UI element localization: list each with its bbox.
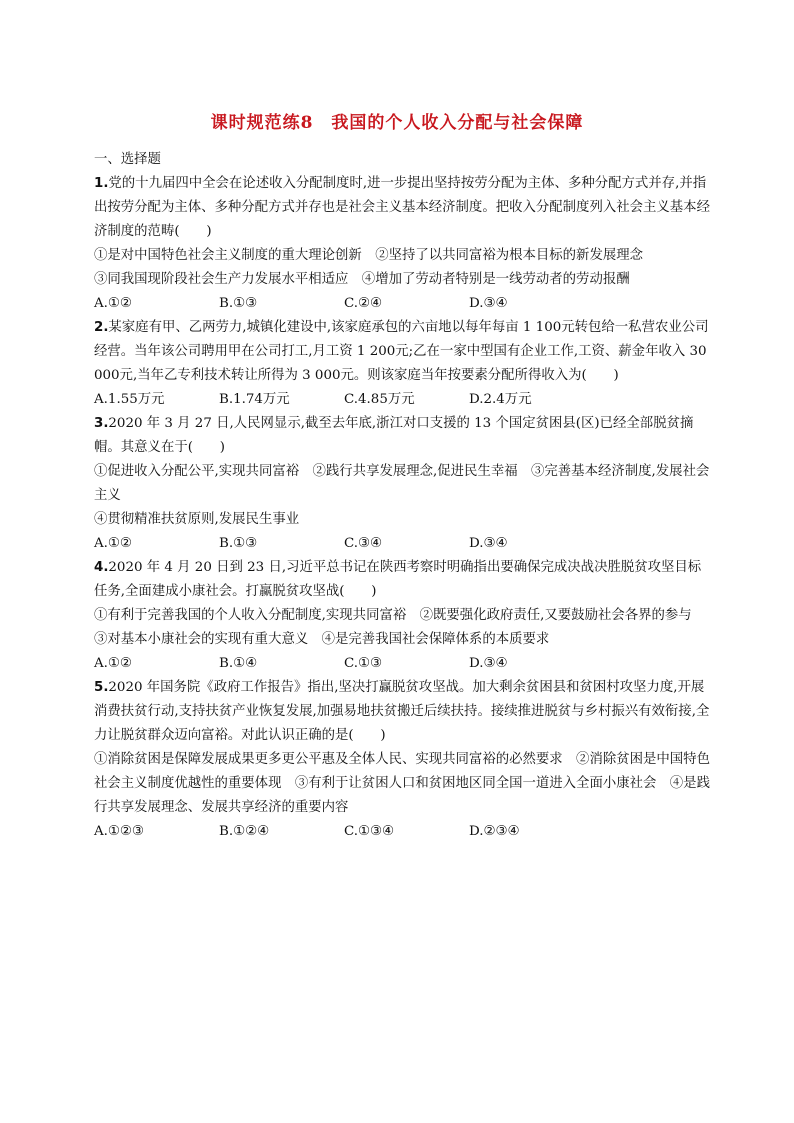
question-statement: ④贯彻精准扶贫原则,发展民生事业: [94, 512, 300, 527]
answer-option: C.①③④: [344, 824, 395, 839]
question-statement: ①促进收入分配公平,实现共同富裕 ②践行共享发展理念,促进民生幸福 ③完善基本经济制度,发展社会主义: [94, 464, 710, 503]
question-statement: ①消除贫困是保障发展成果更多更公平惠及全体人民、实现共同富裕的必然要求 ②消除贫困是中国特色社会主义制度优越性的重要体现 ③有利于让贫困人口和贫困地区同全国一道进入全面小康社会 ④是践行共享发展理念、发展共享经济的重要内容: [94, 752, 710, 815]
answer-option: D.2.4万元: [469, 392, 532, 407]
document-body: [94, 148, 714, 844]
question-number: 3.: [94, 416, 109, 431]
question-stem-text: 2020 年 3 月 27 日,人民网显示,截至去年底,浙江对口支援的 13 个国定贫困县(区)已经全部脱贫摘帽。其意义在于( ): [94, 416, 694, 455]
answer-option: C.①③: [344, 656, 383, 671]
question-stem-text: 2020 年 4 月 20 日到 23 日,习近平总书记在陕西考察时明确指出要确保完成决战决胜脱贫攻坚目标任务,全面建成小康社会。打赢脱贫攻坚战( ): [94, 560, 702, 599]
question-stem-text: 2020 年国务院《政府工作报告》指出,坚决打赢脱贫攻坚战。加大剩余贫困县和贫困村攻坚力度,开展消费扶贫行动,支持扶贫产业恢复发展,加强易地扶贫搬迁后续扶持。接续推进脱贫与乡村振兴有效衔接,全力让脱贫群众迈向富裕。对此认识正确的是( ): [94, 680, 710, 743]
answer-option: C.②④: [344, 296, 383, 311]
page-title: 课时规范练8 我国的个人收入分配与社会保障: [210, 113, 584, 133]
answer-option: B.①④: [219, 656, 258, 671]
answer-options: [94, 820, 714, 844]
answer-option: B.①②④: [219, 824, 270, 839]
question-stem-text: 党的十九届四中全会在论述收入分配制度时,进一步提出坚持按劳分配为主体、多种分配方式并存,并指出按劳分配为主体、多种分配方式并存也是社会主义基本经济制度。把收入分配制度列入社会主义基本经济制度的范畴( ): [94, 176, 710, 239]
answer-option: C.4.85万元: [344, 392, 415, 407]
question-block: [94, 676, 714, 844]
answer-options: [94, 532, 714, 556]
question-number: 2.: [94, 320, 109, 335]
answer-option: D.③④: [469, 536, 508, 551]
answer-option: B.①③: [219, 296, 258, 311]
question-number: 1.: [94, 176, 109, 191]
answer-option: D.③④: [469, 656, 508, 671]
question-stem: [94, 172, 714, 244]
answer-option: D.③④: [469, 296, 508, 311]
answer-option: B.1.74万元: [219, 392, 290, 407]
question-stem: [94, 556, 714, 604]
section-label: 一、选择题: [94, 152, 161, 167]
answer-option: C.③④: [344, 536, 383, 551]
answer-options: [94, 292, 714, 316]
question-block: [94, 316, 714, 412]
answer-option: B.①③: [219, 536, 258, 551]
question-stem-text: 某家庭有甲、乙两劳力,城镇化建设中,该家庭承包的六亩地以每年每亩 1 100元转包给一私营农业公司经营。当年该公司聘用甲在公司打工,月工资 1 200元;乙在一家中型国有企业工作,工资、薪金年收入 30 000元,当年乙专利技术转让所得为 3 000元。则该家庭当年按要素分配所得收入为( ): [94, 320, 711, 383]
answer-option: A.1.55万元: [94, 392, 165, 407]
question-block: [94, 172, 714, 316]
question-statement: ③同我国现阶段社会生产力发展水平相适应 ④增加了劳动者特别是一线劳动者的劳动报酬: [94, 272, 630, 287]
question-list: [94, 172, 714, 844]
answer-option: A.①②: [94, 296, 132, 311]
question-stem: [94, 316, 714, 388]
question-stem: [94, 676, 714, 748]
answer-option: A.①②③: [94, 824, 144, 839]
answer-option: A.①②: [94, 656, 132, 671]
question-number: 5.: [94, 680, 109, 695]
question-block: [94, 412, 714, 556]
answer-option: D.②③④: [469, 824, 520, 839]
answer-options: [94, 652, 714, 676]
answer-options: [94, 388, 714, 412]
question-number: 4.: [94, 560, 109, 575]
question-stem: [94, 412, 714, 460]
question-statement: ①有利于完善我国的个人收入分配制度,实现共同富裕 ②既要强化政府责任,又要鼓励社会各界的参与 ③对基本小康社会的实现有重大意义 ④是完善我国社会保障体系的本质要求: [94, 608, 706, 647]
answer-option: A.①②: [94, 536, 132, 551]
question-statement: ①是对中国特色社会主义制度的重大理论创新 ②坚持了以共同富裕为根本目标的新发展理念: [94, 248, 644, 263]
question-block: [94, 556, 714, 676]
